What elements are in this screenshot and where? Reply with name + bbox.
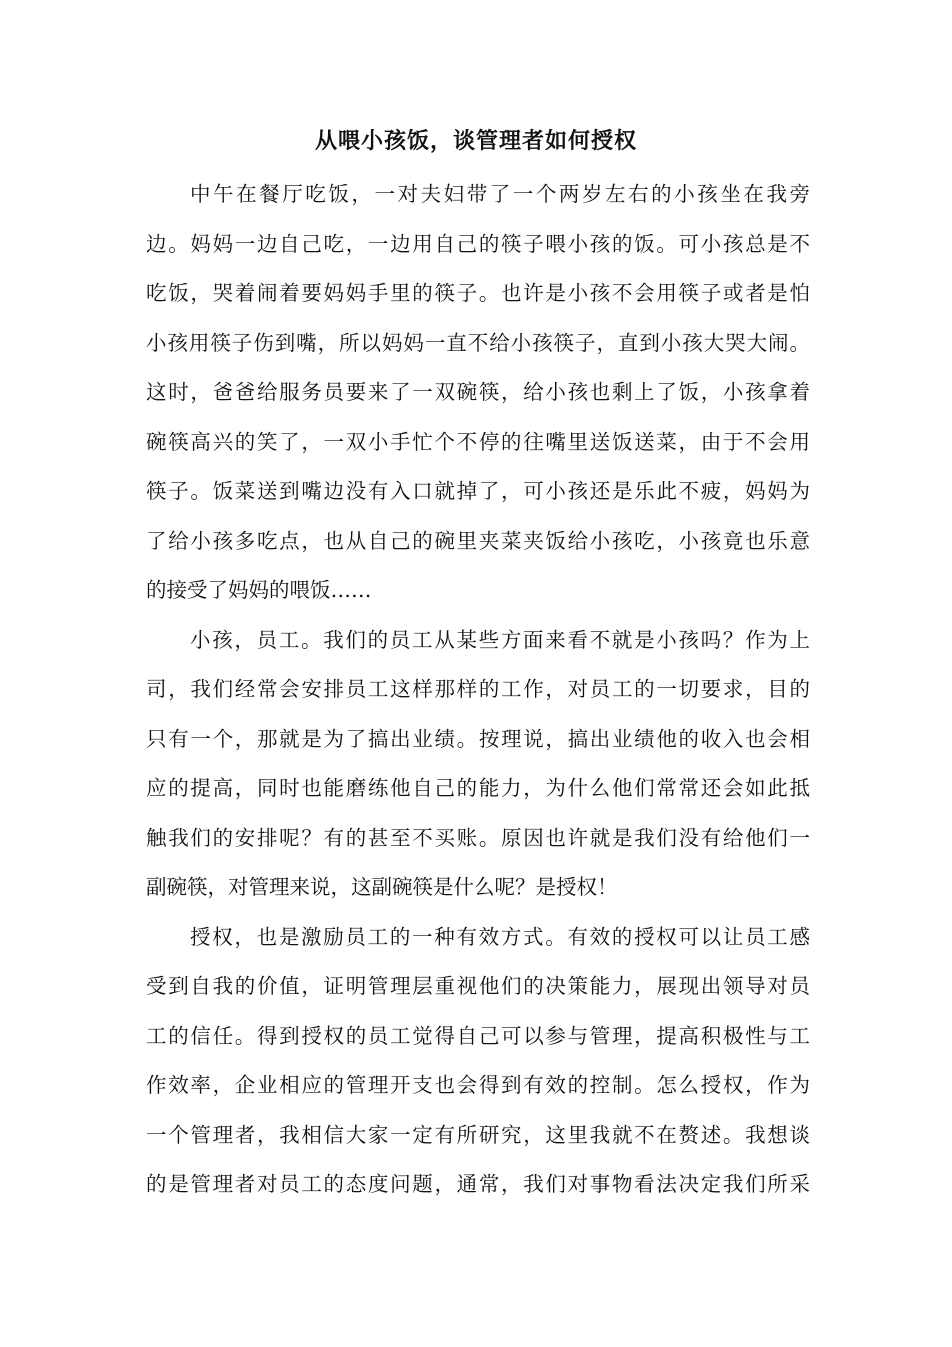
paragraph-3-line-3: 工的信任。得到授权的员工觉得自己可以参与管理，提高积极性与工 (146, 1023, 810, 1048)
paragraph-3-line-5: 一个管理者，我相信大家一定有所研究，这里我就不在赘述。我想谈 (146, 1122, 810, 1147)
paragraph-1-line-7: 筷子。饭菜送到嘴边没有入口就掉了，可小孩还是乐此不疲，妈妈为 (146, 479, 810, 503)
paragraph-2-line-1: 小孩，员工。我们的员工从某些方面来看不就是小孩吗？作为上 (190, 627, 810, 652)
paragraph-2-line-3: 只有一个，那就是为了搞出业绩。按理说，搞出业绩他的收入也会相 (146, 726, 810, 751)
paragraph-1-line-8: 了给小孩多吃点，也从自己的碗里夹菜夹饭给小孩吃，小孩竟也乐意 (146, 528, 810, 553)
paragraph-2-line-6: 副碗筷，对管理来说，这副碗筷是什么呢？是授权！ (146, 875, 618, 899)
paragraph-1-line-3: 吃饭，哭着闹着要妈妈手里的筷子。也许是小孩不会用筷子或者是怕 (146, 281, 810, 305)
paragraph-1-line-1: 中午在餐厅吃饭，一对夫妇带了一个两岁左右的小孩坐在我旁 (190, 182, 810, 206)
paragraph-3-line-4: 作效率，企业相应的管理开支也会得到有效的控制。怎么授权，作为 (146, 1073, 810, 1097)
paragraph-3-line-1: 授权，也是激励员工的一种有效方式。有效的授权可以让员工感 (190, 924, 810, 949)
paragraph-1-line-5: 这时，爸爸给服务员要来了一双碗筷，给小孩也剩上了饭，小孩拿着 (146, 380, 810, 404)
document-body (146, 170, 810, 1210)
paragraph-1-line-6: 碗筷高兴的笑了，一双小手忙个不停的往嘴里送饭送菜，由于不会用 (146, 429, 810, 454)
paragraph-2-line-4: 应的提高，同时也能磨练他自己的能力，为什么他们常常还会如此抵 (146, 776, 810, 800)
paragraph-1-line-9: 的接受了妈妈的喂饭…… (146, 578, 372, 602)
paragraph-2-line-2: 司，我们经常会安排员工这样那样的工作，对员工的一切要求，目的 (146, 677, 810, 701)
paragraph-1-line-4: 小孩用筷子伤到嘴，所以妈妈一直不给小孩筷子，直到小孩大哭大闹。 (146, 330, 810, 355)
paragraph-3-line-6: 的是管理者对员工的态度问题，通常，我们对事物看法决定我们所采 (146, 1172, 810, 1196)
document-title: 从喂小孩饭，谈管理者如何授权 (314, 128, 637, 154)
paragraph-1-line-2: 边。妈妈一边自己吃，一边用自己的筷子喂小孩的饭。可小孩总是不 (146, 231, 810, 256)
paragraph-2-line-5: 触我们的安排呢？有的甚至不买账。原因也许就是我们没有给他们一 (146, 825, 810, 850)
paragraph-3-line-2: 受到自我的价值，证明管理层重视他们的决策能力，展现出领导对员 (146, 974, 810, 998)
